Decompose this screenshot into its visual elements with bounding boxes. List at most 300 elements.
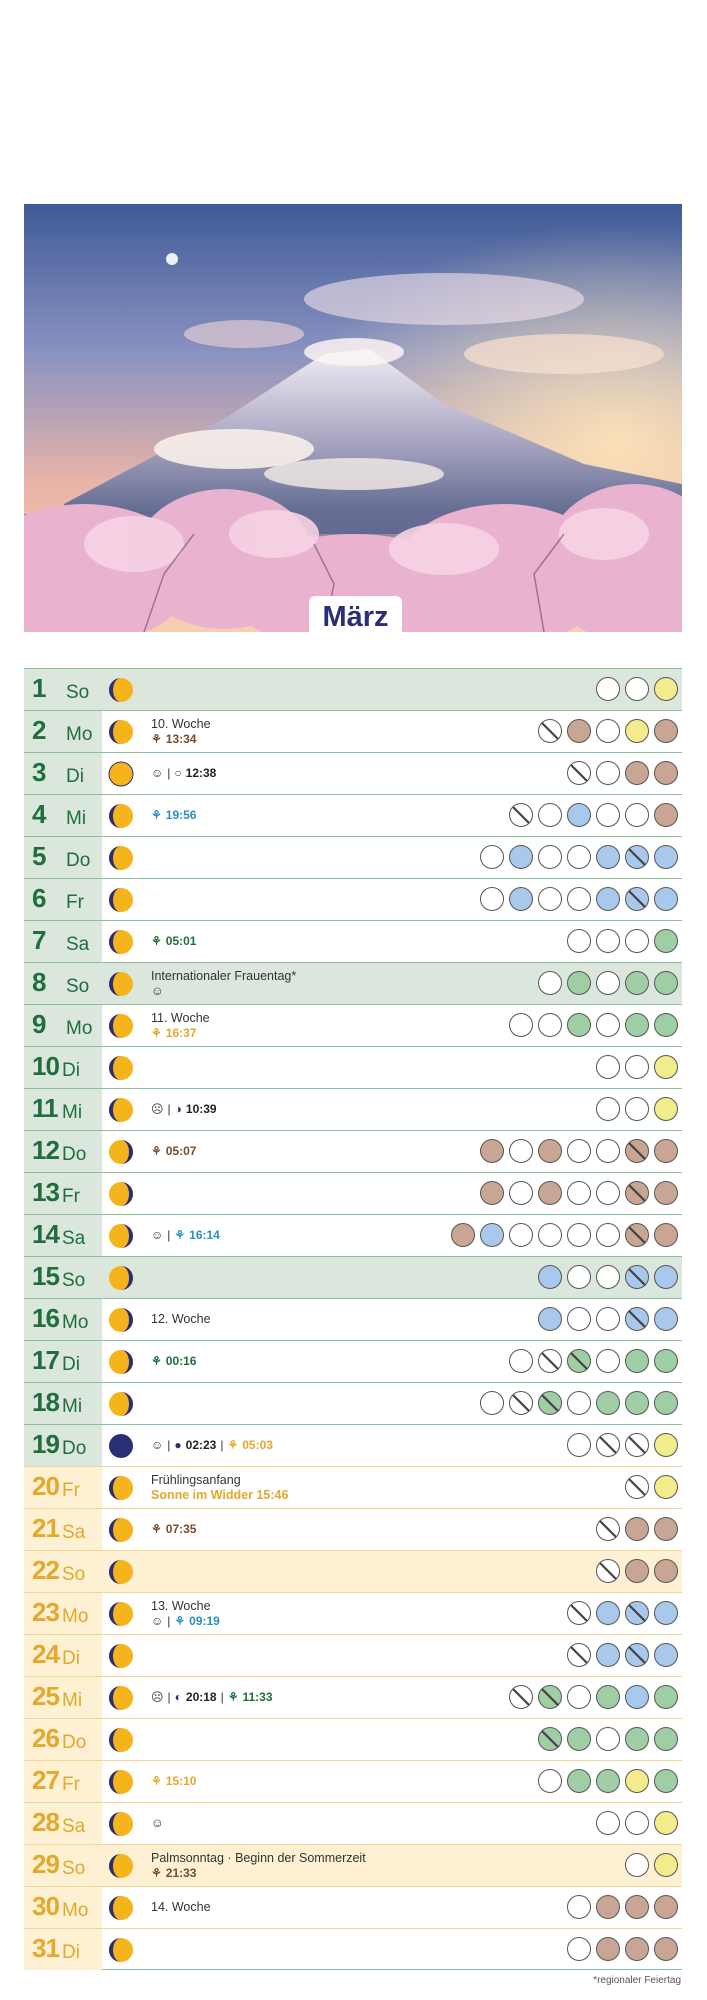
activity-icon: [625, 803, 649, 827]
day-number: 2: [32, 715, 46, 745]
zodiac-time: 05:07: [165, 1144, 197, 1158]
activity-icon: [480, 1391, 504, 1415]
activity-icon: [625, 1643, 649, 1667]
activity-icons: [567, 1937, 678, 1961]
activity-icon: [654, 1139, 678, 1163]
weekday-name: Di: [62, 1060, 80, 1081]
sun-sign-text: Sonne im Widder 15:46: [151, 1487, 289, 1502]
activity-icon: [654, 1559, 678, 1583]
event-text: 13. Woche: [151, 1598, 211, 1613]
activity-icon: [596, 1937, 620, 1961]
date-cell: [24, 1887, 102, 1928]
smile-icon: ☺: [151, 1438, 164, 1452]
moon-phase-icon: [108, 929, 134, 955]
activity-icons: [567, 1433, 678, 1457]
activity-icon: [625, 1391, 649, 1415]
weekday-name: Di: [62, 1354, 80, 1375]
day-number: 7: [32, 925, 46, 955]
day-number: 10: [32, 1051, 59, 1081]
day-number: 5: [32, 841, 46, 871]
zodiac-time: 05:03: [242, 1438, 273, 1452]
zodiac-time: 13:34: [165, 731, 197, 746]
activity-icon: [509, 803, 533, 827]
day-number: 25: [32, 1681, 59, 1711]
activity-icons: [480, 1391, 678, 1415]
activity-icon: [654, 1853, 678, 1877]
zodiac-icon: ⚘: [151, 1774, 162, 1788]
moon-time: 02:23: [185, 1438, 217, 1452]
day-number: 8: [32, 967, 46, 997]
activity-icon: [567, 1895, 591, 1919]
moon-phase-icon: [108, 971, 134, 997]
moon-phase-icon: [108, 1727, 134, 1753]
date-cell: [24, 1173, 102, 1214]
date-cell: [24, 1257, 102, 1298]
moon-phase-icon: [108, 1475, 134, 1501]
time-line: [151, 766, 216, 781]
date-cell: [24, 921, 102, 962]
day-info: [151, 1131, 196, 1172]
activity-icons: [538, 971, 678, 995]
zodiac-icon: ⚘: [151, 1144, 162, 1158]
date-cell: [24, 1929, 102, 1970]
separator: |: [167, 1102, 171, 1116]
day-row: [24, 710, 682, 752]
moon-phase-icon: [108, 761, 134, 787]
activity-icon: [654, 1433, 678, 1457]
activity-icon: [567, 1223, 591, 1247]
zodiac-icon: ⚘: [227, 1438, 239, 1452]
activity-icon: [596, 1433, 620, 1457]
activity-icons: [625, 1475, 678, 1499]
zodiac-time: 00:16: [165, 1354, 197, 1368]
date-cell: [24, 711, 102, 752]
smile-icon: ☺: [151, 1228, 164, 1242]
activity-icon: [480, 887, 504, 911]
activity-icon: [625, 887, 649, 911]
activity-icon: [654, 1181, 678, 1205]
weekday-name: Fr: [62, 1186, 80, 1207]
smile-icon: ☺: [151, 983, 164, 998]
activity-icon: [567, 929, 591, 953]
activity-icon: [509, 1013, 533, 1037]
day-number: 14: [32, 1219, 59, 1249]
weekday-name: Do: [62, 1438, 87, 1459]
moon-phase-icon: [108, 1517, 134, 1543]
zodiac-time: 09:19: [189, 1613, 220, 1628]
day-number: 15: [32, 1261, 59, 1291]
date-cell: [24, 1383, 102, 1424]
day-number: 28: [32, 1807, 59, 1837]
activity-icon: [567, 1265, 591, 1289]
activity-icons: [509, 1013, 678, 1037]
activity-icons: [567, 1895, 678, 1919]
date-cell: [24, 1593, 102, 1634]
activity-icon: [538, 1013, 562, 1037]
activity-icons: [596, 1811, 678, 1835]
activity-icon: [596, 1685, 620, 1709]
moon-phase-icon: [108, 803, 134, 829]
weekday-name: So: [66, 976, 90, 997]
activity-icon: [567, 845, 591, 869]
time-line: [151, 1354, 196, 1369]
moon-phase-icon: [108, 1937, 134, 1963]
zodiac-icon: ⚘: [227, 1690, 239, 1704]
day-row: [24, 920, 682, 962]
day-row: [24, 1172, 682, 1214]
weekday-name: So: [66, 682, 90, 703]
day-info: [151, 1299, 211, 1340]
moon-phase-icon: [108, 1265, 134, 1291]
zodiac-time: 07:35: [165, 1522, 197, 1536]
day-number: 17: [32, 1345, 59, 1375]
moon-phase-icon: [108, 1013, 134, 1039]
day-number: 16: [32, 1303, 59, 1333]
moon-phase-icon: [108, 1895, 134, 1921]
event-text: Frühlingsanfang: [151, 1472, 241, 1487]
moon-small-icon: ◑: [174, 1102, 182, 1116]
activity-icon: [654, 1391, 678, 1415]
zodiac-time: 21:33: [165, 1865, 197, 1880]
activity-icon: [567, 1139, 591, 1163]
activity-icon: [596, 803, 620, 827]
day-number: 19: [32, 1429, 59, 1459]
time-line: [151, 1438, 273, 1453]
time-line: [151, 1614, 220, 1629]
day-number: 30: [32, 1891, 59, 1921]
day-row: [24, 1550, 682, 1592]
day-number: 24: [32, 1639, 59, 1669]
weekday-name: Do: [62, 1144, 87, 1165]
weekday-name: Fr: [62, 1774, 80, 1795]
weekday-name: Mi: [66, 808, 87, 829]
moon-phase-icon: [108, 1769, 134, 1795]
moon-phase-icon: [108, 1391, 134, 1417]
activity-icons: [596, 1517, 678, 1541]
activity-icon: [654, 1895, 678, 1919]
activity-icon: [654, 1223, 678, 1247]
zodiac-icon: ⚘: [151, 731, 162, 746]
activity-icon: [567, 803, 591, 827]
calendar-table: [24, 668, 682, 1970]
activity-icon: [538, 1139, 562, 1163]
day-number: 26: [32, 1723, 59, 1753]
activity-icon: [567, 761, 591, 785]
day-info: [151, 1467, 288, 1508]
activity-icons: [538, 1769, 678, 1793]
smile-icon: ☺: [151, 1613, 164, 1628]
activity-icon: [509, 1391, 533, 1415]
mount-fuji-photo: [24, 204, 682, 632]
moon-phase-icon: [108, 1559, 134, 1585]
activity-icon: [480, 1139, 504, 1163]
separator: |: [220, 1690, 224, 1704]
activity-icon: [625, 1769, 649, 1793]
zodiac-icon: ⚘: [151, 934, 162, 948]
activity-icon: [625, 719, 649, 743]
day-info: [151, 753, 216, 794]
activity-icon: [654, 761, 678, 785]
moon-phase-icon: [108, 1055, 134, 1081]
time-line: [151, 1228, 220, 1243]
date-cell: [24, 1635, 102, 1676]
activity-icon: [480, 1223, 504, 1247]
day-info: [151, 921, 196, 962]
activity-icon: [538, 1349, 562, 1373]
day-info: [151, 963, 296, 1004]
moon-small-icon: ●: [174, 1438, 182, 1452]
activity-icon: [625, 1685, 649, 1709]
day-row: [24, 1634, 682, 1676]
activity-icon: [625, 1139, 649, 1163]
date-cell: [24, 963, 102, 1004]
activity-icon: [625, 761, 649, 785]
date-cell: [24, 1677, 102, 1718]
moon-phase-icon: [108, 887, 134, 913]
weekday-name: Do: [62, 1732, 87, 1753]
day-info: [151, 1677, 273, 1718]
activity-icons: [596, 1097, 678, 1121]
activity-icons: [480, 1139, 678, 1163]
activity-icon: [654, 1811, 678, 1835]
date-cell: [24, 879, 102, 920]
zodiac-time: 16:14: [189, 1228, 220, 1242]
moon-phase-icon: [108, 1811, 134, 1837]
day-row: [24, 1466, 682, 1508]
moon-phase-icon: [108, 1601, 134, 1627]
activity-icon: [596, 719, 620, 743]
date-cell: [24, 1341, 102, 1382]
zodiac-icon: ⚘: [151, 1865, 162, 1880]
time-line: [151, 1522, 196, 1537]
activity-icon: [625, 1223, 649, 1247]
activity-icon: [654, 1643, 678, 1667]
activity-icon: [509, 1139, 533, 1163]
zodiac-icon: ⚘: [151, 1522, 162, 1536]
activity-icon: [654, 971, 678, 995]
activity-icon: [538, 1685, 562, 1709]
date-cell: [24, 1467, 102, 1508]
activity-icon: [509, 1223, 533, 1247]
activity-icon: [567, 887, 591, 911]
day-row: [24, 1508, 682, 1550]
moon-time: 12:38: [185, 766, 217, 780]
day-row: [24, 962, 682, 1004]
day-info: [151, 1803, 164, 1844]
activity-icon: [596, 971, 620, 995]
day-info: [151, 1089, 217, 1130]
day-row: [24, 878, 682, 920]
activity-icon: [596, 1223, 620, 1247]
activity-icon: [596, 1895, 620, 1919]
date-cell: [24, 1803, 102, 1844]
activity-icon: [567, 1433, 591, 1457]
activity-icon: [654, 1055, 678, 1079]
time-line: [151, 732, 211, 747]
moon-phase-icon: [108, 1181, 134, 1207]
activity-icon: [509, 1181, 533, 1205]
activity-icon: [596, 845, 620, 869]
activity-icons: [567, 761, 678, 785]
activity-icon: [654, 1769, 678, 1793]
activity-icon: [509, 887, 533, 911]
day-row: [24, 1802, 682, 1844]
activity-icon: [596, 1517, 620, 1541]
activity-icons: [567, 1643, 678, 1667]
day-number: 29: [32, 1849, 59, 1879]
day-row: [24, 1004, 682, 1046]
date-cell: [24, 1551, 102, 1592]
day-info: [151, 1215, 220, 1256]
activity-icons: [625, 1853, 678, 1877]
day-row: [24, 1088, 682, 1130]
activity-icon: [538, 1265, 562, 1289]
weekday-name: So: [62, 1270, 86, 1291]
activity-icon: [654, 1013, 678, 1037]
separator: |: [167, 1228, 171, 1242]
zodiac-time: 16:37: [165, 1025, 197, 1040]
activity-icon: [538, 719, 562, 743]
activity-icon: [567, 1727, 591, 1751]
date-cell: [24, 1509, 102, 1550]
day-number: 13: [32, 1177, 59, 1207]
time-line: [151, 1144, 196, 1159]
day-info: [151, 1593, 220, 1634]
activity-icons: [509, 803, 678, 827]
day-row: [24, 1928, 682, 1970]
activity-icons: [509, 1685, 678, 1709]
activity-icons: [567, 929, 678, 953]
activity-icon: [596, 677, 620, 701]
weekday-name: Sa: [62, 1228, 86, 1249]
day-row: [24, 1718, 682, 1760]
day-row: [24, 1676, 682, 1718]
activity-icon: [538, 1727, 562, 1751]
activity-icon: [596, 887, 620, 911]
weekday-name: Fr: [62, 1480, 80, 1501]
activity-icon: [625, 1811, 649, 1835]
weekday-name: Mi: [62, 1102, 83, 1123]
day-row: [24, 668, 682, 710]
frown-icon: ☹: [151, 1102, 164, 1116]
activity-icon: [654, 1265, 678, 1289]
activity-icon: [654, 1307, 678, 1331]
time-line: [151, 1866, 366, 1881]
weekday-name: Mi: [62, 1690, 83, 1711]
activity-icon: [596, 1727, 620, 1751]
weekday-name: Sa: [62, 1522, 86, 1543]
activity-icon: [654, 845, 678, 869]
activity-icon: [654, 1349, 678, 1373]
day-row: [24, 1886, 682, 1928]
day-info: [151, 795, 196, 836]
smile-icon: ☺: [151, 766, 164, 780]
activity-icon: [596, 1181, 620, 1205]
moon-small-icon: ◐: [174, 1690, 182, 1704]
moon-phase-icon: [108, 845, 134, 871]
day-row: [24, 1592, 682, 1634]
moon-phase-icon: [108, 1139, 134, 1165]
day-number: 31: [32, 1933, 59, 1963]
activity-icon: [625, 845, 649, 869]
activity-icons: [480, 1181, 678, 1205]
month-title: März: [309, 596, 402, 634]
activity-icon: [625, 677, 649, 701]
day-row: [24, 1298, 682, 1340]
day-row: [24, 1382, 682, 1424]
activity-icon: [567, 1685, 591, 1709]
weekday-name: Sa: [66, 934, 90, 955]
day-row: [24, 836, 682, 878]
moon-phase-icon: [108, 1223, 134, 1249]
zodiac-icon: ⚘: [151, 1354, 162, 1368]
date-cell: [24, 1131, 102, 1172]
activity-icon: [538, 803, 562, 827]
date-cell: [24, 1719, 102, 1760]
activity-icons: [538, 1265, 678, 1289]
activity-icons: [538, 719, 678, 743]
day-info: [151, 1005, 210, 1046]
activity-icon: [567, 1349, 591, 1373]
activity-icon: [596, 1055, 620, 1079]
day-number: 11: [32, 1093, 58, 1123]
date-cell: [24, 1047, 102, 1088]
event-text: Palmsonntag · Beginn der Sommerzeit: [151, 1850, 366, 1865]
activity-icon: [596, 1349, 620, 1373]
activity-icon: [596, 1601, 620, 1625]
activity-icon: [596, 1391, 620, 1415]
event-text: Internationaler Frauentag*: [151, 968, 297, 983]
activity-icon: [538, 971, 562, 995]
activity-icon: [538, 1769, 562, 1793]
zodiac-time: 11:33: [242, 1690, 273, 1704]
activity-icon: [596, 761, 620, 785]
activity-icon: [596, 1097, 620, 1121]
activity-icon: [567, 1307, 591, 1331]
weekday-name: Mo: [62, 1606, 89, 1627]
day-number: 21: [32, 1513, 59, 1543]
activity-icon: [596, 1139, 620, 1163]
activity-icon: [538, 1181, 562, 1205]
activity-icon: [625, 1055, 649, 1079]
activity-icons: [480, 887, 678, 911]
activity-icons: [538, 1307, 678, 1331]
activity-icon: [654, 1475, 678, 1499]
day-row: [24, 1214, 682, 1256]
day-info: [151, 1845, 366, 1886]
day-number: 6: [32, 883, 46, 913]
day-row: [24, 794, 682, 836]
date-cell: [24, 837, 102, 878]
activity-icon: [625, 1517, 649, 1541]
day-info: [151, 711, 211, 752]
weekday-name: Mo: [62, 1312, 89, 1333]
time-line: [151, 808, 196, 823]
date-cell: [24, 1005, 102, 1046]
activity-icon: [567, 1391, 591, 1415]
date-cell: [24, 1089, 102, 1130]
activity-icon: [509, 1685, 533, 1709]
separator: |: [167, 766, 171, 780]
date-cell: [24, 1425, 102, 1466]
activity-icon: [654, 803, 678, 827]
date-cell: [24, 795, 102, 836]
activity-icon: [596, 929, 620, 953]
day-info: [151, 1425, 273, 1466]
weekday-name: Mi: [62, 1396, 83, 1417]
activity-icon: [654, 1685, 678, 1709]
activity-icon: [567, 1601, 591, 1625]
